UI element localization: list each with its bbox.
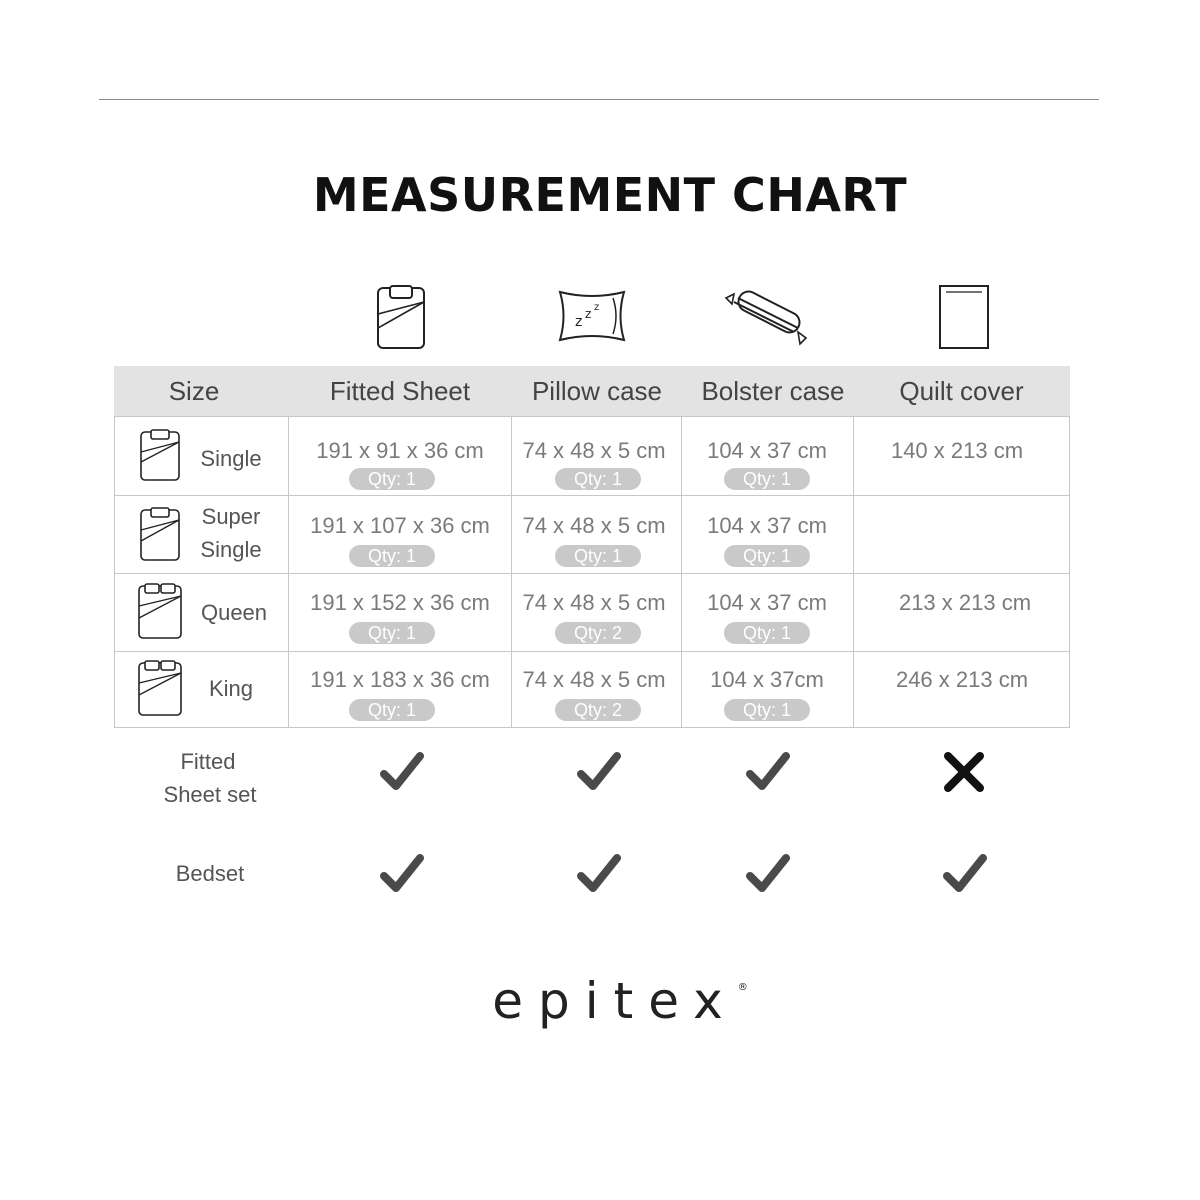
fitted-qty-single: Qty: 1 (349, 468, 435, 490)
size-super-single-line1: Super (201, 504, 261, 529)
check-icon (577, 750, 621, 792)
check-icon (746, 750, 790, 792)
svg-text:z: z (575, 314, 583, 330)
pillow-dim-queen: 74 x 48 x 5 cm (522, 590, 666, 615)
check-icon (746, 852, 790, 894)
check-icon (577, 852, 621, 894)
pillow-qty-king: Qty: 2 (555, 699, 641, 721)
fitted-sheet-icon (370, 284, 432, 352)
quilt-dim-single: 140 x 213 cm (890, 438, 1024, 463)
bolster-dim-king: 104 x 37cm (710, 667, 824, 692)
bedset-label: Bedset (175, 861, 245, 886)
svg-text:z: z (585, 307, 592, 321)
svg-text:z: z (594, 302, 600, 313)
bolster-dim-super-single: 104 x 37 cm (707, 513, 827, 538)
fitted-qty-queen: Qty: 1 (349, 622, 435, 644)
bolster-qty-queen: Qty: 1 (724, 622, 810, 644)
size-king: King (208, 676, 254, 701)
bolster-dim-single: 104 x 37 cm (707, 438, 827, 463)
bolster-qty-single: Qty: 1 (724, 468, 810, 490)
single-bed-icon (136, 428, 184, 484)
bolster-qty-king: Qty: 1 (724, 699, 810, 721)
header-quilt-cover: Quilt cover (899, 376, 1024, 406)
pillow-qty-super-single: Qty: 1 (555, 545, 641, 567)
pillow-qty-queen: Qty: 2 (555, 622, 641, 644)
brand-name: epitex (492, 972, 738, 1030)
size-single: Single (200, 446, 262, 471)
header-pillow-case: Pillow case (531, 376, 663, 406)
pillow-icon (555, 286, 629, 346)
fitted-sheet-set-label-line2: Sheet set (163, 782, 257, 807)
top-divider (99, 99, 1099, 100)
page-title: MEASUREMENT CHART (312, 168, 908, 222)
bolster-qty-super-single: Qty: 1 (724, 545, 810, 567)
fitted-dim-king: 191 x 183 x 36 cm (310, 667, 490, 692)
queen-bed-icon (135, 582, 185, 642)
brand-registered-mark: ® (737, 982, 748, 993)
brand-logo (0, 972, 1200, 1030)
quilt-dim-king: 246 x 213 cm (895, 667, 1029, 692)
pillow-dim-single: 74 x 48 x 5 cm (522, 438, 666, 463)
pillow-dim-king: 74 x 48 x 5 cm (522, 667, 666, 692)
fitted-dim-super-single: 191 x 107 x 36 cm (310, 513, 490, 538)
check-icon (380, 750, 424, 792)
fitted-qty-king: Qty: 1 (349, 699, 435, 721)
header-size: Size (168, 376, 220, 406)
fitted-dim-queen: 191 x 152 x 36 cm (310, 590, 490, 615)
quilt-cover-icon (938, 284, 990, 350)
size-super-single-line2: Single (200, 537, 262, 562)
row-divider (114, 651, 1070, 652)
fitted-dim-single: 191 x 91 x 36 cm (316, 438, 484, 463)
check-icon (380, 852, 424, 894)
super-single-bed-icon (136, 506, 184, 564)
fitted-qty-super-single: Qty: 1 (349, 545, 435, 567)
check-icon (943, 852, 987, 894)
header-bolster-case: Bolster case (701, 376, 845, 406)
bolster-dim-queen: 104 x 37 cm (707, 590, 827, 615)
fitted-sheet-set-label-line1: Fitted (180, 749, 236, 774)
quilt-dim-queen: 213 x 213 cm (898, 590, 1032, 615)
row-divider (114, 573, 1070, 574)
bolster-icon (720, 288, 812, 348)
row-divider (114, 495, 1070, 496)
king-bed-icon (135, 659, 185, 719)
cross-icon (942, 750, 986, 794)
pillow-dim-super-single: 74 x 48 x 5 cm (522, 513, 666, 538)
size-queen: Queen (200, 600, 268, 625)
pillow-qty-single: Qty: 1 (555, 468, 641, 490)
header-fitted-sheet: Fitted Sheet (329, 376, 471, 406)
